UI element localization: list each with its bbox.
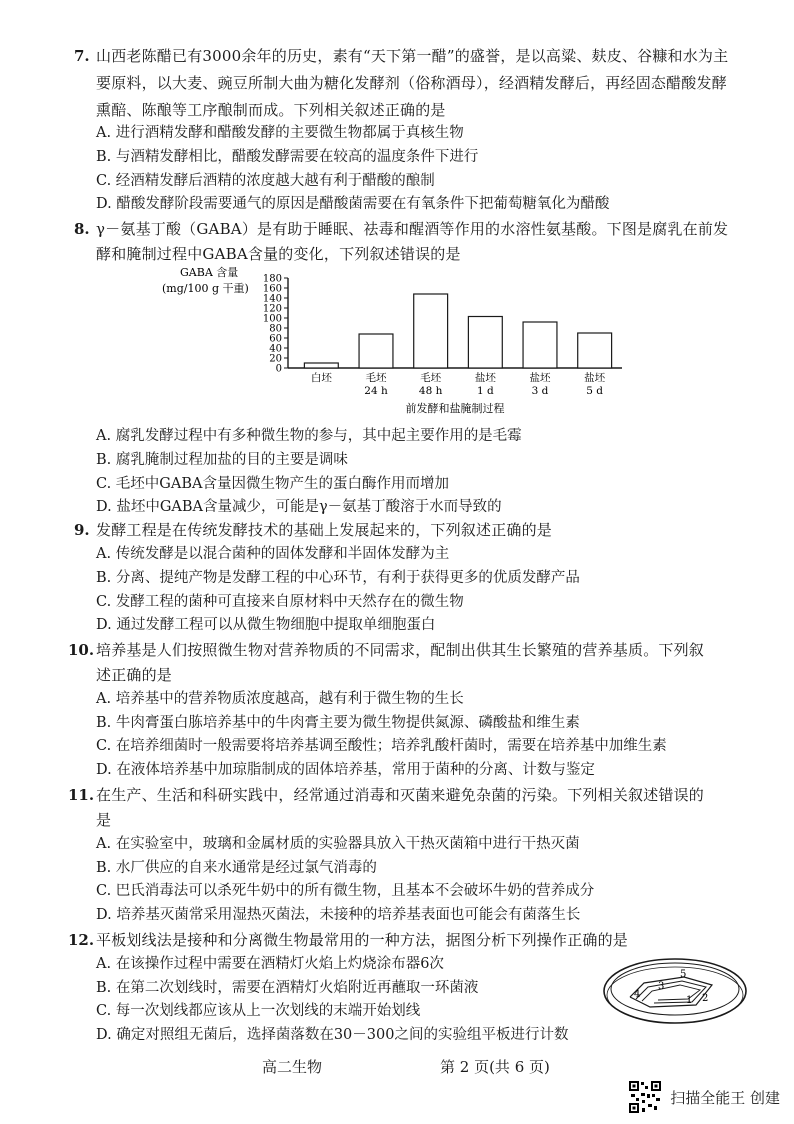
option-d: D. 在液体培养基中加琼脂制成的固体培养基，常用于菌种的分离、计数与鉴定 (96, 762, 595, 778)
question-stem-line: 述正确的是 (96, 666, 173, 684)
y-tick-label: 80 (269, 323, 282, 335)
question-number: 10. (68, 641, 95, 659)
x-tick-sublabel: 5 d (586, 385, 604, 397)
bar (523, 322, 557, 368)
option-a: A. 进行酒精发酵和醋酸发酵的主要微生物都属于真核生物 (96, 125, 464, 141)
bar (304, 363, 338, 368)
option-d: D. 盐坯中GABA含量减少，可能是γ－氨基丁酸溶于水而导致的 (96, 499, 502, 515)
question-number: 11. (68, 786, 95, 804)
option-b: B. 与酒精发酵相比，醋酸发酵需要在较高的温度条件下进行 (96, 149, 479, 165)
y-tick-label: 40 (269, 343, 282, 355)
y-tick-label: 160 (262, 283, 282, 295)
option-d: D. 培养基灭菌常采用湿热灭菌法，未接种的培养基表面也可能会有菌落生长 (96, 907, 581, 923)
x-tick-label: 盐坯 (474, 372, 496, 384)
dish-label-5: 5 (680, 969, 687, 980)
x-tick-label: 盐坯 (529, 372, 551, 384)
scan-badge-text: 扫描全能王 创建 (670, 1088, 780, 1107)
question-number: 7. (74, 47, 90, 65)
question-number: 9. (74, 521, 90, 539)
y-tick-label: 60 (269, 333, 282, 345)
chart-ylabel-line2: (mg/100 g 干重) (162, 282, 249, 295)
question-number: 8. (74, 220, 90, 238)
question-stem-line: 熏醅、陈酿等工序酿制而成。下列相关叙述正确的是 (96, 101, 446, 119)
option-a: A. 培养基中的营养物质浓度越高，越有利于微生物的生长 (96, 691, 464, 707)
x-tick-labels (311, 371, 606, 397)
question-stem-line: 是 (96, 811, 112, 829)
option-d: D. 通过发酵工程可以从微生物细胞中提取单细胞蛋白 (96, 617, 436, 633)
dish-label-2: 2 (702, 993, 709, 1004)
petri-dish-streak-figure (600, 955, 750, 1027)
x-tick-sublabel: 24 h (364, 385, 388, 397)
option-d: D. 确定对照组无菌后，选择菌落数在30－300之间的实验组平板进行计数 (96, 1027, 569, 1043)
option-c: C. 经酒精发酵后酒精的浓度越大越有利于醋酸的酿制 (96, 173, 435, 189)
question-stem-line: 平板划线法是接种和分离微生物最常用的一种方法，据图分析下列操作正确的是 (96, 931, 629, 949)
question-stem-line: 发酵工程是在传统发酵技术的基础上发展起来的，下列叙述正确的是 (96, 521, 553, 539)
option-c: C. 发酵工程的菌种可直接来自原材料中天然存在的微生物 (96, 594, 464, 610)
y-tick-label: 100 (262, 313, 282, 325)
question-stem-line: 培养基是人们按照微生物对营养物质的不同需求，配制出供其生长繁殖的营养基质。下列叙 (96, 641, 705, 659)
option-b: B. 牛肉膏蛋白胨培养基中的牛肉膏主要为微生物提供氮源、磷酸盐和维生素 (96, 715, 580, 731)
y-ticks (263, 274, 288, 375)
y-tick-label: 180 (262, 273, 282, 285)
option-a: A. 在实验室中，玻璃和金属材质的实验器具放入干热灭菌箱中进行干热灭菌 (96, 836, 580, 852)
option-b: B. 水厂供应的自来水通常是经过氯气消毒的 (96, 860, 377, 876)
y-tick-label: 0 (275, 363, 282, 375)
dish-label-3: 3 (658, 981, 665, 992)
question-stem-line: 酵和腌制过程中GABA含量的变化，下列叙述错误的是 (96, 245, 461, 263)
y-tick-label: 20 (269, 353, 282, 365)
x-tick-label: 毛坯 (365, 372, 387, 384)
scan-badge (628, 1080, 780, 1114)
option-a: A. 在该操作过程中需要在酒精灯火焰上灼烧涂布器6次 (96, 956, 444, 972)
question-stem-line: 在生产、生活和科研实践中，经常通过消毒和灭菌来避免杂菌的污染。下列相关叙述错误的 (96, 786, 705, 804)
qr-code-icon (628, 1080, 662, 1114)
bar (578, 333, 612, 368)
question-stem-line: γ－氨基丁酸（GABA）是有助于睡眠、祛毒和醒酒等作用的水溶性氨基酸。下图是腐乳在前发 (96, 220, 729, 238)
option-c: C. 毛坯中GABA含量因微生物产生的蛋白酶作用而增加 (96, 476, 449, 492)
chart-xlabel: 前发酵和盐腌制过程 (405, 402, 505, 415)
dish-label-1: 1 (686, 995, 693, 1006)
bar (414, 294, 448, 368)
question-stem-line: 要原料，以大麦、豌豆所制大曲为糖化发酵剂（俗称酒母），经酒精发酵后，再经固态醋酸发酵 (96, 74, 727, 92)
x-tick-sublabel: 3 d (531, 385, 549, 397)
x-tick-label: 白坯 (310, 372, 332, 384)
y-tick-label: 120 (262, 303, 282, 315)
question-number: 12. (68, 931, 95, 949)
x-tick-sublabel: 48 h (418, 385, 443, 397)
option-b: B. 腐乳腌制过程加盐的目的主要是调味 (96, 452, 348, 468)
option-c: C. 每一次划线都应该从上一次划线的末端开始划线 (96, 1003, 421, 1019)
dish-label-4: 4 (634, 989, 641, 1000)
bar (359, 334, 393, 368)
x-tick-label: 毛坯 (420, 372, 442, 384)
option-c: C. 巴氏消毒法可以杀死牛奶中的所有微生物，且基本不会破坏牛奶的营养成分 (96, 883, 595, 899)
bar (468, 317, 502, 369)
option-b: B. 分离、提纯产物是发酵工程的中心环节，有利于获得更多的优质发酵产品 (96, 570, 580, 586)
option-d: D. 醋酸发酵阶段需要通气的原因是醋酸菌需要在有氧条件下把葡萄糖氧化为醋酸 (96, 196, 610, 212)
chart-ylabel-line1: GABA 含量 (180, 266, 239, 279)
footer-page-number: 第 2 页(共 6 页) (440, 1058, 550, 1076)
option-a: A. 传统发酵是以混合菌种的固体发酵和半固体发酵为主 (96, 546, 450, 562)
bars (304, 294, 611, 368)
y-tick-label: 140 (262, 293, 282, 305)
gaba-bar-chart (160, 262, 630, 420)
option-c: C. 在培养细菌时一般需要将培养基调至酸性；培养乳酸杆菌时，需要在培养基中加维生素 (96, 738, 667, 754)
question-stem-line: 山西老陈醋已有3000余年的历史，素有“天下第一醋”的盛誉，是以高粱、麸皮、谷糠和水为主 (96, 47, 729, 65)
x-tick-sublabel: 1 d (476, 385, 494, 397)
option-b: B. 在第二次划线时，需要在酒精灯火焰附近再蘸取一环菌液 (96, 980, 479, 996)
footer-subject: 高二生物 (262, 1058, 323, 1076)
option-a: A. 腐乳发酵过程中有多种微生物的参与，其中起主要作用的是毛霉 (96, 428, 522, 444)
x-tick-label: 盐坯 (584, 372, 606, 384)
